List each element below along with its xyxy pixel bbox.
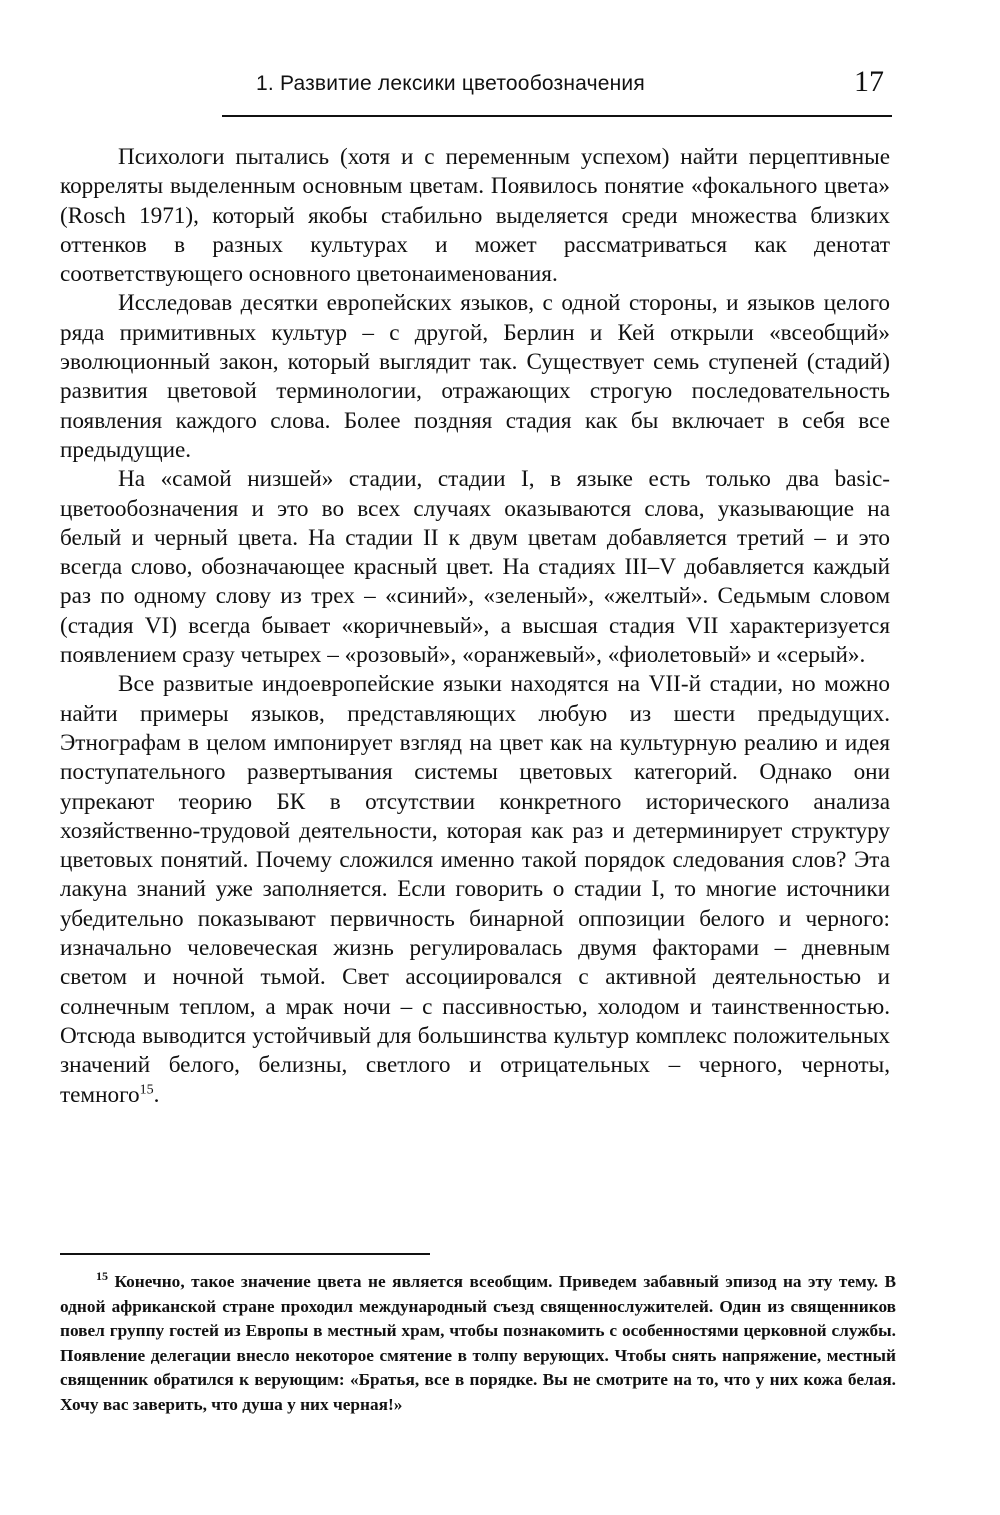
paragraph-end-punctuation: .	[153, 1081, 160, 1108]
footnote-reference: 15	[139, 1081, 154, 1097]
footnote	[60, 1270, 896, 1417]
footnote-paragraph	[60, 1270, 896, 1417]
running-title: 1. Развитие лексики цветообозначения	[256, 72, 645, 95]
paragraph: Исследовав десятки европейских языков, с одной стороны, и языков целого ряда примитивных культур – с другой, Берлин и Кей открыли «всеобщий» эволюционный закон, который выглядит так. Существует семь ступеней (стадий) развития цветовой терминологии, отражающих строгую последовательность появления каждого слова. Более поздняя стадия как бы включает в себя все предыдущие.	[60, 290, 890, 463]
page-number: 17	[854, 65, 884, 98]
header-rule	[222, 115, 892, 117]
footnote-rule	[60, 1253, 430, 1255]
paragraph: Психологи пытались (хотя и с переменным успехом) найти перцептивные корреляты выделенным основным цветам. Появилось понятие «фокального цвета» (Rosch 1971), который якобы стабильно выделяется среди множества близких оттенков в разных культурах и может рассматриваться как денотат соответствующего основного цветонаименования.	[60, 144, 890, 288]
body-text	[60, 143, 890, 1110]
paragraph	[60, 670, 890, 1109]
running-head	[60, 66, 890, 110]
paragraph-text: Все развитые индоевропейские языки находятся на VII-й стадии, но можно найти примеры языков, представляющих любую из шести предыдущих. Этнографам в целом импонирует взгляд на цвет как на культурную реалию и идея поступательного развертывания системы цветовых категорий. Однако они упрекают теорию БК в отсутствии конкретного исторического анализа хозяйственно-трудовой деятельности, которая как раз и детерминирует структуру цветовых понятий. Почему сложился именно такой порядок следования слов? Эта лакуна знаний уже заполняется. Если говорить о стадии I, то многие источники убедительно показывают первичность бинарной оппозиции белого и черного: изначально человеческая жизнь регулировалась двумя факторами – дневным светом и ночной тьмой. Свет ассоциировался с активной деятельностью и солнечным теплом, а мрак ночи – с пассивностью, холодом и таинственностью. Отсюда выводится устойчивый для большинства культур комплекс положительных значений белого, белизны, светлого и отрицательных – черного, черноты, темного	[60, 671, 890, 1108]
paragraph: На «самой низшей» стадии, стадии I, в языке есть только два basic-цветообозначения и это во всех случаях оказываются слова, указывающие на белый и черный цвета. На стадии II к двум цветам добавляется третий – и это всегда слово, обозначающее красный цвет. На стадиях III–V добавляется каждый раз по одному слову из трех – «синий», «зеленый», «желтый». Седьмым словом (стадия VI) всегда бывает «коричневый», а высшая стадия VII характеризуется появлением сразу четырех – «розовый», «оранжевый», «фиолетовый» и «серый».	[60, 466, 890, 669]
footnote-text: Конечно, такое значение цвета не является всеобщим. Приведем забавный эпизод на эту тему. В одной африканской стране проходил международный съезд священнослужителей. Один из священников повел группу гостей из Европы в местный храм, чтобы познакомить с особенностями церковной службы. Появление делегации внесло некоторое смятение в толпу верующих. Чтобы снять напряжение, местный священник обратился к верующим: «Братья, все в порядке. Вы не смотрите на то, что у них кожа белая. Хочу вас заверить, что душа у них черная!»	[60, 1272, 896, 1414]
footnote-number: 15	[96, 1269, 108, 1284]
